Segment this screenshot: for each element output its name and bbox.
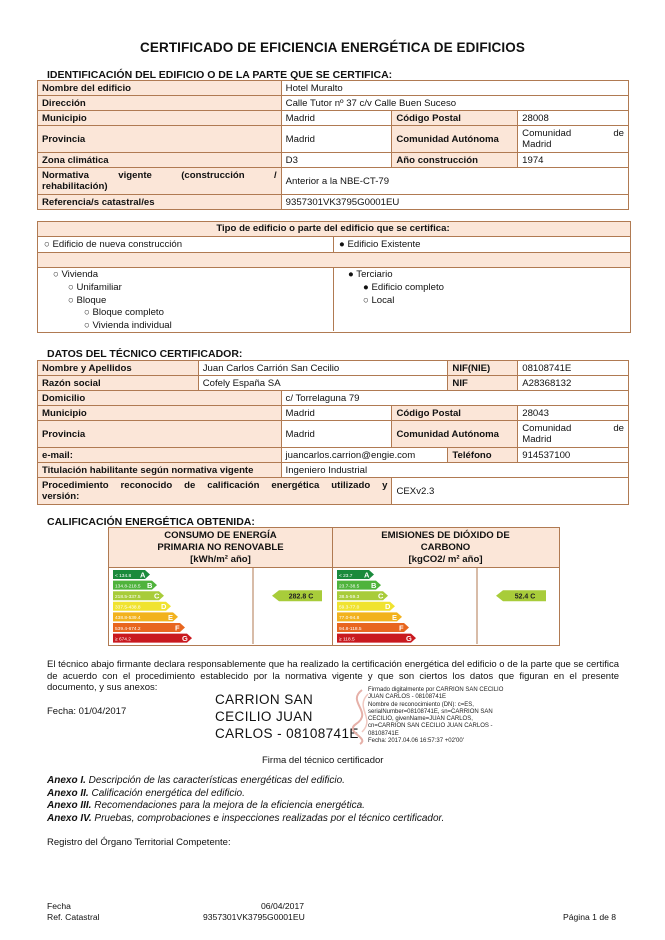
footer-ref-label: Ref. Catastral (47, 912, 100, 922)
rating-range-label: 77.0-94.8 (339, 616, 360, 622)
provincia-value: Madrid (281, 126, 392, 153)
provincia-label: Provincia (38, 126, 282, 153)
identificacion-table (37, 80, 629, 210)
page-title: CERTIFICADO DE EFICIENCIA ENERGÉTICA DE EDIFICIOS (140, 40, 525, 55)
tec-proc-value: CEXv2.3 (392, 478, 629, 505)
rating-range-label: 23.7-38.5 (339, 584, 360, 590)
tec-tel-label: Teléfono (448, 448, 518, 463)
municipio-label: Municipio (38, 111, 282, 126)
calificacion-heading: CALIFICACIÓN ENERGÉTICA OBTENIDA: (47, 516, 255, 528)
signature-name: CARRION SAN CECILIO JUAN CARLOS - 08108741E (215, 692, 359, 741)
tec-municipio-label: Municipio (38, 406, 282, 421)
tec-provincia-label: Provincia (38, 421, 282, 448)
rating-range-label: 134.8-218.5 (115, 584, 141, 590)
opt-bloque: ○ Bloque (68, 295, 107, 306)
rating-letter: G (182, 634, 188, 643)
tec-provincia-value: Madrid (281, 421, 392, 448)
tec-cp-label: Código Postal (392, 406, 518, 421)
tec-ca-label: Comunidad Autónoma (392, 421, 518, 448)
opt-terciario: ● Terciario (348, 269, 393, 280)
tec-nombre-value: Juan Carlos Carrión San Cecilio (198, 361, 448, 376)
tec-nif-label: NIF (448, 376, 518, 391)
tipo-heading: Tipo de edificio o parte del edificio que se certifica: (216, 223, 450, 234)
rating-range-label: ≥ 674.2 (115, 637, 131, 643)
rating-letter: F (175, 623, 180, 633)
tec-nif-value: A28368132 (518, 376, 629, 391)
anexo-item: Anexo IV. Pruebas, comprobaciones e inspecciones realizadas por el técnico certificador. (47, 812, 445, 824)
opt-existente: ● Edificio Existente (339, 239, 421, 250)
rating-range-label: 539.4-674.2 (115, 626, 141, 632)
zona-value: D3 (281, 153, 392, 168)
footer-pagina: Página 1 de 8 (563, 912, 617, 922)
normativa-label: Normativa vigente (construcción / rehabilitación) (38, 168, 282, 195)
tec-ca-value: Comunidad de Madrid (518, 421, 629, 448)
opt-nueva: ○ Edificio de nueva construcción (44, 239, 183, 250)
rating-range-label: 218.5-337.5 (115, 595, 141, 600)
tec-titulacion-label: Titulación habilitante según normativa vigente (38, 463, 282, 478)
emisiones-header: EMISIONES DE DIÓXIDO DE CARBONO [kgCO2/ m² año] (381, 530, 510, 565)
footer-ref: 9357301VK3795G0001EU (203, 912, 305, 922)
zona-label: Zona climática (38, 153, 282, 168)
anexos-list (47, 775, 444, 825)
rating-range-label: < 23.7 (339, 573, 353, 579)
rating-letter: E (392, 612, 398, 622)
tec-nifnie-label: NIF(NIE) (448, 361, 518, 376)
nombre-label: Nombre del edificio (38, 81, 282, 96)
rating-range-label: ≥ 118.5 (339, 637, 355, 643)
signature-caption: Firma del técnico certificador (262, 755, 384, 766)
rating-letter: A (140, 570, 146, 580)
rating-range-label: 94.8-118.5 (339, 626, 362, 632)
tec-cp-value: 28043 (518, 406, 629, 421)
rating-letter: E (168, 612, 174, 622)
opt-vivienda: ○ Vivienda (53, 269, 99, 280)
tec-nombre-label: Nombre y Apellidos (38, 361, 199, 376)
footer-fecha: 06/04/2017 (261, 901, 305, 911)
tec-proc-label: Procedimiento reconocido de calificación energética utilizado y versión: (38, 478, 392, 505)
ca-label: Comunidad Autónoma (392, 126, 518, 153)
tec-municipio-value: Madrid (281, 406, 392, 421)
rating-range-label: 438.8-539.4 (115, 616, 141, 622)
declaracion-text: El técnico abajo firmante declara responsablemente que ha realizado la certificación energética del edificio o de la parte que se certifica de acuerdo con el procedimiento establecido por la normativa vigente y que son ciertos los datos que figuran en el presente documento, y sus anexos: (47, 659, 619, 693)
municipio-value: Madrid (281, 111, 392, 126)
ca-value: Comunidad de Madrid (518, 126, 629, 153)
direccion-value: Calle Tutor nº 37 c/v Calle Buen Suceso (281, 96, 628, 111)
ref-value: 9357301VK3795G0001EU (281, 195, 628, 210)
tec-domicilio-label: Domicilio (38, 391, 282, 406)
anexo-item: Anexo I. Descripción de las características energéticas del edificio. (47, 775, 345, 786)
rating-letter: C (154, 591, 160, 601)
tecnico-heading: DATOS DEL TÉCNICO CERTIFICADOR: (47, 348, 243, 360)
registro-text: Registro del Órgano Territorial Competente: (47, 837, 231, 848)
tec-razon-label: Razón social (38, 376, 199, 391)
tec-email-value: juancarlos.carrion@engie.com (281, 448, 448, 463)
fecha-declaracion: Fecha: 01/04/2017 (47, 706, 127, 717)
consumo-header: CONSUMO DE ENERGÍA PRIMARIA NO RENOVABLE [kWh/m² año] (157, 530, 284, 565)
anexo-item: Anexo III. Recomendaciones para la mejora de la eficiencia energética. (47, 800, 365, 811)
tecnico-table (37, 360, 629, 505)
cp-value: 28008 (518, 111, 629, 126)
rating-letter: D (385, 602, 391, 612)
opt-local: ○ Local (363, 295, 395, 306)
opt-vivienda-individual: ○ Vivienda individual (84, 320, 172, 331)
nombre-value: Hotel Muralto (281, 81, 628, 96)
cp-label: Código Postal (392, 111, 518, 126)
signature-details: Firmado digitalmente por CARRION SAN CECILIO JUAN CARLOS - 08108741E Nombre de reconocimiento (DN): c=ES, serialNumber=08108741E, sn=CARRION SAN CECILIO, givenName=JUAN CARLOS, cn=CARRION SAN CECILIO JUAN CARLOS - 08108741E Fecha: 2017.04.06 16:57:37 +02'00' (368, 687, 504, 745)
rating-letter: D (161, 602, 167, 612)
tipo-divider-top (333, 236, 334, 252)
tec-domicilio-value: c/ Torrelaguna 79 (281, 391, 628, 406)
identificacion-heading: IDENTIFICACIÓN DEL EDIFICIO O DE LA PARTE QUE SE CERTIFICA: (47, 69, 393, 81)
normativa-value: Anterior a la NBE-CT-79 (281, 168, 628, 195)
rating-letter: B (371, 581, 377, 590)
anio-value: 1974 (518, 153, 629, 168)
rating-marker-value: 52.4 C (514, 593, 536, 601)
tipo-divider-bottom (333, 267, 334, 331)
opt-unifamiliar: ○ Unifamiliar (68, 282, 122, 293)
anio-label: Año construcción (392, 153, 518, 168)
tec-nifnie-value: 08108741E (518, 361, 629, 376)
anexo-item: Anexo II. Calificación energética del edificio. (47, 787, 245, 799)
rating-range-label: 38.5-59.3 (339, 595, 360, 600)
tipo-middle-band (38, 252, 630, 268)
tec-titulacion-value: Ingeniero Industrial (281, 463, 628, 478)
rating-range-label: 59.3-77.0 (339, 605, 360, 611)
rating-letter: F (399, 623, 404, 633)
rating-letter: C (378, 591, 384, 601)
rating-letter: B (147, 581, 153, 590)
tec-tel-value: 914537100 (518, 448, 629, 463)
rating-letter: A (364, 570, 370, 580)
tec-razon-value: Cofely España SA (198, 376, 448, 391)
emisiones-scale (333, 568, 558, 644)
rating-marker-value: 282.8 C (288, 593, 314, 601)
ref-label: Referencia/s catastral/es (38, 195, 282, 210)
direccion-label: Dirección (38, 96, 282, 111)
opt-bloque-completo: ○ Bloque completo (84, 307, 164, 318)
footer-fecha-label: Fecha (47, 901, 71, 911)
rating-range-label: < 134.8 (115, 573, 132, 579)
rating-range-label: 337.5-438.8 (115, 605, 141, 611)
tec-email-label: e-mail: (38, 448, 282, 463)
opt-edificio-completo: ● Edificio completo (363, 282, 444, 293)
consumo-scale (109, 568, 332, 644)
rating-letter: G (406, 634, 412, 643)
